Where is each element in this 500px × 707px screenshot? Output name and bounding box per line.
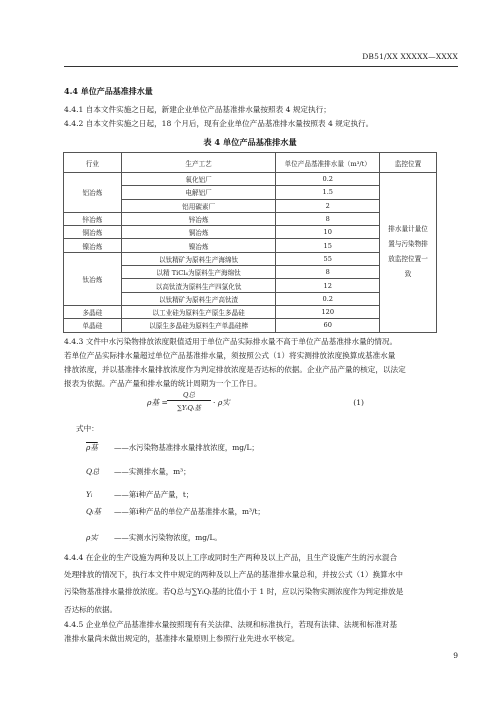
value-cell: 2 [276,199,380,212]
clause-4-4-4-line4: 否达标的依据。 [64,605,118,614]
process-cell: 锌冶炼 [121,212,276,225]
industry-cell: 锌冶炼 [64,212,122,225]
process-cell: 以工业硅为原料生产原生多晶硅 [121,305,276,318]
variable-row [86,489,193,500]
variable-desc: ——实测水污染物浓度，mg/L。 [114,533,222,542]
value-cell: 12 [276,279,380,292]
process-cell: 铝用碳素厂 [121,199,276,212]
page-number: 9 [453,651,458,660]
industry-cell: 钛冶炼 [64,252,122,305]
formula-numerator: Q总 [167,389,211,401]
variable-symbol: ρ实 [86,533,98,542]
clause-4-4-3-line2: 若单位产品实际排水量超过单位产品基准排水量，须按照公式（1）将实测排放浓度换算成基准水量 [64,351,396,360]
clause-4-4-4-line2: 处理排放的情况下，执行本文件中规定的两种及以上产品的基准排水量总和，并按公式（1）换算水中 [64,570,403,579]
value-cell: 10 [276,226,380,239]
process-cell: 以精 TiCl₄为原料生产海绵钛 [121,266,276,279]
variable-row [86,466,191,477]
baseline-drainage-table [63,152,437,333]
process-cell: 氧化铝厂 [121,173,276,186]
process-cell: 以钛精矿为原料生产高钛渣 [121,292,276,305]
clause-4-4-3-line4: 报表为依据。产品产量和排水量的统计周期为一个工作日。 [64,379,262,388]
where-label: 式中： [76,424,99,433]
process-cell: 镍冶炼 [121,239,276,252]
table-header-row [64,153,437,173]
formula-lhs: ρ基 = [147,398,168,407]
formula-denominator: ∑YᵢQᵢ基 [177,404,201,412]
clause-4-4-3-line1: 4.4.3 文件中水污染物排放浓度限值适用于单位产品实际排水量不高于单位产品基准排水量的情况。 [64,337,398,346]
variable-desc: ——第i种产品产量，t； [114,490,194,499]
header-process: 生产工艺 [121,153,276,173]
industry-cell: 单晶硅 [64,319,122,332]
value-cell: 55 [276,252,380,265]
value-cell: 0.2 [276,173,380,186]
process-cell: 以钛精矿为原料生产海绵钛 [121,252,276,265]
value-cell: 8 [276,266,380,279]
process-cell: 铜冶炼 [121,226,276,239]
variable-symbol: Yᵢ [86,490,93,499]
value-cell: 1.5 [276,186,380,199]
section-title: 4.4 单位产品基准排水量 [64,86,153,96]
formula-fraction [167,389,211,412]
clause-4-4-3-line3: 排放浓度，并以基准排水量排放浓度作为判定排放浓度是否达标的依据。企业产品产量的核定，以法定 [64,365,406,374]
variable-row [86,532,222,543]
variable-symbol: Q总 [86,467,100,476]
table-row [64,173,437,186]
variable-desc: ——第i种产品的单位产品基准排水量，m³/t； [114,507,265,516]
formula-rhs: · ρ实 [213,398,230,407]
variable-desc: ——实测排水量，m³； [114,467,191,476]
monitor-position-note: 排水量计量位置与污染物排放监控位置一致 [388,225,428,279]
value-cell: 120 [276,305,380,318]
header-baseline: 单位产品基准排水量（m³/t） [276,153,380,173]
process-cell: 以原生多晶硅为原料生产单晶硅棒 [121,319,276,332]
industry-cell: 镍冶炼 [64,239,122,252]
clause-4-4-2: 4.4.2 自本文件实施之日起，18 个月后，现有企业单位产品基准排水量按照表 4 规定执行。 [64,119,374,128]
variable-desc: ——水污染物基准排水量排放浓度，mg/L； [114,443,259,452]
clause-4-4-1: 4.4.1 自本文件实施之日起，新建企业单位产品基准排水量按照表 4 规定执行； [64,105,331,114]
variable-symbol: ρ基 [86,443,98,452]
formula-1 [147,389,247,417]
clause-4-4-4-line1: 4.4.4 在企业的生产设施为两种及以上工序或同时生产两种及以上产品，且生产设施产生的污水混合 [64,553,398,562]
header-monitor: 监控位置 [380,153,437,173]
value-cell: 60 [276,319,380,332]
header-rule [64,66,458,67]
standard-code-header: DB51/XX XXXXX—XXXX [362,52,458,61]
value-cell: 0.2 [276,292,380,305]
clause-4-4-5-line1: 4.4.5 企业单位产品基准排水量按照现有有关法律、法规和标准执行，若现有法律、法规和标准对基 [64,620,398,629]
industry-cell: 铝冶炼 [64,173,122,213]
variable-symbol: Qᵢ基 [86,507,101,516]
table-title: 表 4 单位产品基准排水量 [203,137,297,147]
process-cell: 电解铝厂 [121,186,276,199]
variable-row [86,506,265,517]
industry-cell: 多晶硅 [64,305,122,318]
clause-4-4-4-line3: 污染物基准排水量排放浓度。若Q总与∑YᵢQᵢ基的比值小于 1 时，应以污染物实测浓度作为判定排放是 [64,587,404,596]
industry-cell: 铜冶炼 [64,226,122,239]
value-cell: 15 [276,239,380,252]
formula-number: (1) [353,398,364,407]
clause-4-4-5-line2: 准排水量尚未做出规定的，基准排水量原则上参照行业先进水平核定。 [64,634,300,643]
variable-row [86,442,259,453]
value-cell: 8 [276,212,380,225]
monitor-position-cell [380,173,437,333]
header-industry: 行业 [64,153,122,173]
process-cell: 以高钛渣为原料生产四氯化钛 [121,279,276,292]
